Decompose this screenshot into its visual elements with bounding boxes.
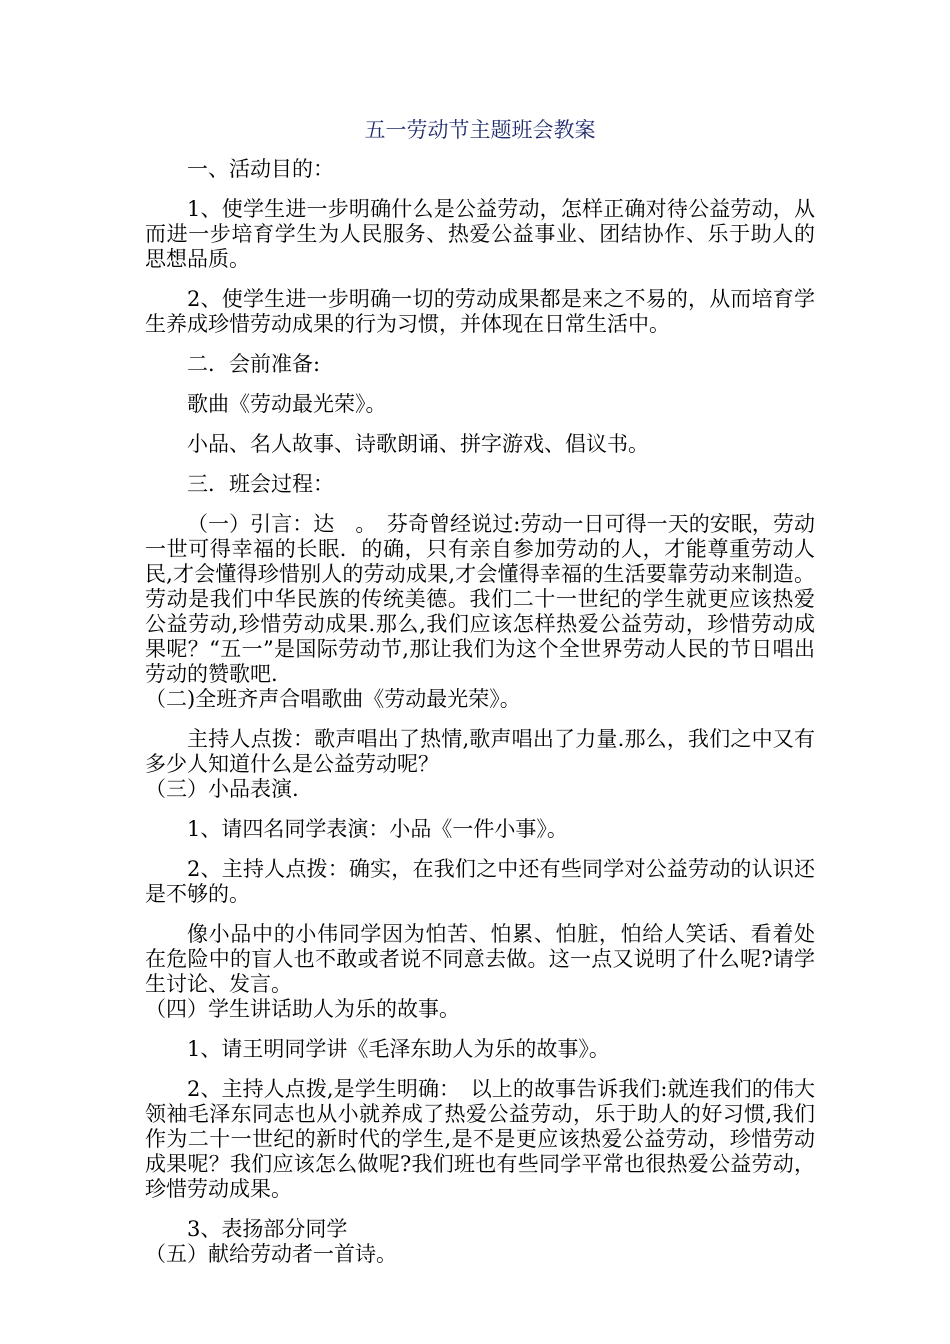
paragraph-praise: 3、表扬部分同学 [187,1217,348,1241]
paragraph-preparation-song: 歌曲《劳动最光荣》。 [187,392,387,416]
paragraph-objectives-heading: 一、活动目的： [187,157,334,181]
paragraph-discussion: 像小品中的小伟同学因为怕苦、怕累、怕脏，怕给人笑话、看着处在危险中的盲人也不敢或者说不同意去做。这一点又说明了什么呢?请学生讨论、发言。 [145,922,815,996]
document-title: 五一劳动节主题班会教案 [364,118,596,142]
paragraph-objective-1: 1、使学生进一步明确什么是公益劳动，怎样正确对待公益劳动，从而进一步培育学生为人民服务、热爱公益事业、团结协作、乐于助人的思想品质。 [145,197,815,271]
paragraph-skit: 1、请四名同学表演：小品《一件小事》。 [187,817,568,841]
paragraph-objective-2: 2、使学生进一步明确一切的劳动成果都是来之不易的，从而培育学生养成珍惜劳动成果的行为习惯，并体现在日常生活中。 [145,287,815,336]
paragraph-story: 1、请王明同学讲《毛泽东助人为乐的故事》。 [187,1037,610,1061]
paragraph-preparation-items: 小品、名人故事、诗歌朗诵、拼字游戏、倡议书。 [187,432,649,456]
document-page [145,118,815,1267]
paragraph-host-remark-2: 2、主持人点拨：确实，在我们之中还有些同学对公益劳动的认识还是不够的。 [145,857,815,906]
paragraph-host-remark-3: 2、主持人点拨,是学生明确： 以上的故事告诉我们:就连我们的伟大领袖毛泽东同志也从小就养成了热爱公益劳动，乐于助人的好习惯,我们作为二十一世纪的新时代的学生,是不是更应该热爱公益劳动，珍惜劳动成果呢？我们应该怎么做呢?我们班也有些同学平常也很热爱公益劳动，珍惜劳动成果。 [145,1077,815,1201]
paragraph-process-heading: 三．班会过程： [187,472,334,496]
paragraph-host-remark-1: 主持人点拨：歌声唱出了热情,歌声唱出了力量.那么，我们之中又有多少人知道什么是公益劳动呢？ [145,727,815,776]
paragraph-preparation-heading: 二．会前准备: [187,352,321,376]
paragraph-introduction: （一）引言：达 。 芬奇曾经说过:劳动一日可得一天的安眠，劳动一世可得幸福的长眠．的确，只有亲自参加劳动的人，才能尊重劳动人民,才会懂得珍惜别人的劳动成果,才会懂得幸福的生活要靠劳动来制造。劳动是我们中华民族的传统美德。我们二十一世纪的学生就更应该热爱公益劳动,珍惜劳动成果.那么,我们应该怎样热爱公益劳动，珍惜劳动成果呢？“五一”是国际劳动节,那让我们为这个全世界劳动人民的节日唱出劳动的赞歌吧. [145,512,815,686]
paragraph-section-3: （三）小品表演. [145,777,299,801]
paragraph-section-4: （四）学生讲话助人为乐的故事。 [145,997,460,1021]
paragraph-section-5: （五）献给劳动者一首诗。 [145,1242,397,1266]
paragraph-section-2: （二)全班齐声合唱歌曲《劳动最光荣》。 [145,687,521,711]
